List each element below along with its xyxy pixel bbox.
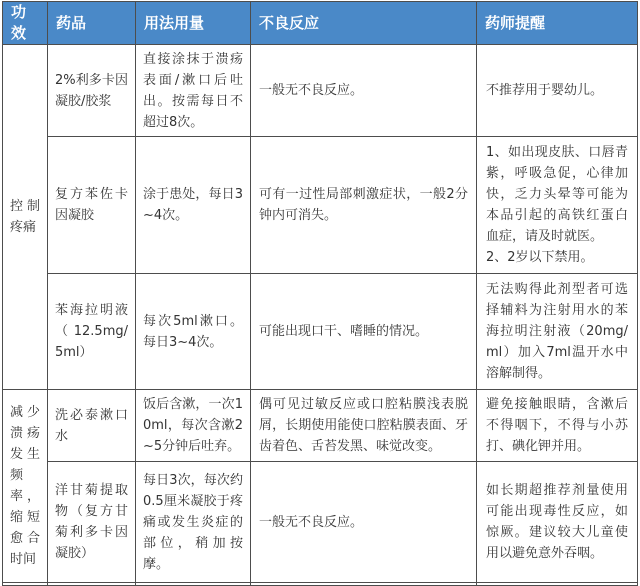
- drug-cell: 2%利多卡因凝胶/胶浆: [48, 45, 136, 137]
- table-row: [3, 462, 638, 583]
- header-row: [3, 2, 638, 45]
- advice-text: 如长期超推荐剂量使用可能出现毒性反应，如惊厥。建议较大儿童使用以避免意外吞咽。: [486, 483, 628, 561]
- table-row: [3, 137, 638, 274]
- advice-cell: [477, 137, 638, 274]
- advice-cell: [477, 45, 638, 137]
- table-row: [3, 274, 638, 390]
- drug-cell: 洗必泰漱口水: [48, 390, 136, 462]
- header-effect: 功效: [3, 2, 48, 45]
- empty-cell: [136, 583, 251, 586]
- advice-cell: [477, 274, 638, 390]
- adverse-cell: 可能出现口干、嗜睡的情况。: [251, 274, 477, 390]
- header-drug: 药品: [48, 2, 136, 45]
- drug-cell: 苯海拉明液（12.5mg/5ml）: [48, 274, 136, 390]
- header-usage: 用法用量: [136, 2, 251, 45]
- advice-text: 不推荐用于婴幼儿。: [486, 83, 604, 98]
- usage-cell: 直接涂抹于溃疡表面/漱口后吐出。按需每日不超过8次。: [136, 45, 251, 137]
- adverse-cell: 偶可见过敏反应或口腔粘膜浅表脱屑，长期使用能使口腔粘膜表面、牙齿着色、舌苔发黑、味觉改变。: [251, 390, 477, 462]
- empty-cell: [251, 583, 477, 586]
- effect-cell: 减少溃疡发生频率，缩短愈合时间: [3, 390, 48, 583]
- advice-cell: [477, 462, 638, 583]
- empty-cell: [48, 583, 136, 586]
- table-row: [3, 45, 638, 137]
- medication-table: [2, 1, 638, 586]
- advice-text: 无法购得此剂型者可选择辅料为注射用水的苯海拉明注射液（20mg/ml）加入7ml温开水中溶解制得。: [486, 282, 628, 381]
- advice-text: 1、如出现皮肤、口唇青紫，呼吸急促，心律加快，乏力头晕等可能为本品引起的高铁红蛋白血症，请及时就医。: [486, 145, 628, 244]
- empty-cell: [477, 583, 638, 586]
- table-row-partial: [3, 583, 638, 586]
- adverse-cell: 可有一过性局部刺激症状，一般2分钟内可消失。: [251, 137, 477, 274]
- header-adverse: 不良反应: [251, 2, 477, 45]
- advice-text: 2、2岁以下禁用。: [486, 250, 594, 265]
- usage-cell: 涂于患处，每日3~4次。: [136, 137, 251, 274]
- adverse-cell: 一般无不良反应。: [251, 462, 477, 583]
- usage-cell: 每次5ml漱口。每日3~4次。: [136, 274, 251, 390]
- header-advice: 药师提醒: [477, 2, 638, 45]
- drug-cell: 复方苯佐卡因凝胶: [48, 137, 136, 274]
- usage-cell: 饭后含漱，一次10ml，每次含漱2~5分钟后吐弃。: [136, 390, 251, 462]
- usage-cell: 每日3次，每次约0.5厘米凝胶于疼痛或发生炎症的部位，稍加按摩。: [136, 462, 251, 583]
- drug-cell: 洋甘菊提取物（复方甘菊利多卡因凝胶）: [48, 462, 136, 583]
- advice-text: 避免接触眼睛，含漱后不得咽下，不得与小苏打、碘化钾并用。: [486, 397, 628, 454]
- advice-cell: [477, 390, 638, 462]
- empty-cell: [3, 583, 48, 586]
- effect-cell: 控制疼痛: [3, 45, 48, 390]
- table-row: [3, 390, 638, 462]
- adverse-cell: 一般无不良反应。: [251, 45, 477, 137]
